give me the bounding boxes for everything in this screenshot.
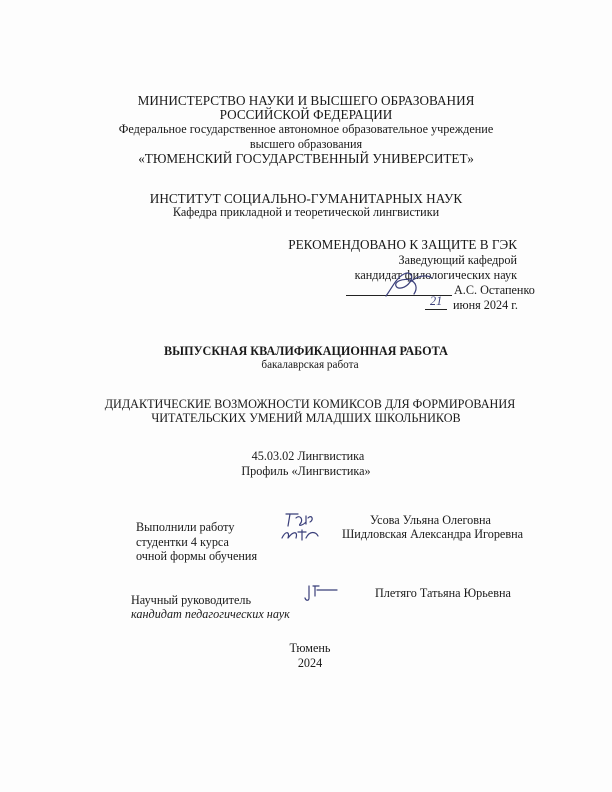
work-profile: Профиль «Лингвистика» <box>241 464 371 478</box>
approval-degree: кандидат филологических наук <box>354 268 517 282</box>
year: 2024 <box>297 656 323 670</box>
work-title-line-2: ЧИТАТЕЛЬСКИХ УМЕНИЙ МЛАДШИХ ШКОЛЬНИКОВ <box>151 411 461 425</box>
approval-head-name: А.С. Остапенко <box>454 283 535 297</box>
ministry-line-1: МИНИСТЕРСТВО НАУКИ И ВЫСШЕГО ОБРАЗОВАНИЯ <box>137 93 475 108</box>
approval-date-day: 21 <box>430 294 443 308</box>
supervisor-label: Научный руководитель <box>131 593 252 607</box>
authors-label-line-2: студентки 4 курса <box>136 535 229 549</box>
author-2-name: Шидловская Александра Игоревна <box>342 527 524 541</box>
work-title-line-1: ДИДАКТИЧЕСКИЕ ВОЗМОЖНОСТИ КОМИКСОВ ДЛЯ ФОРМИРОВАНИЯ <box>104 397 516 411</box>
author-1-name: Усова Ульяна Олеговна <box>370 513 491 527</box>
university-name: «ТЮМЕНСКИЙ ГОСУДАРСТВЕННЫЙ УНИВЕРСИТЕТ» <box>138 151 474 166</box>
institution-line-1: Федеральное государственное автономное образовательное учреждение <box>118 122 494 136</box>
supervisor-signature-icon <box>303 580 343 604</box>
ministry-line-2: РОССИЙСКОЙ ФЕДЕРАЦИИ <box>219 107 393 122</box>
department-name: Кафедра прикладной и теоретической лингвистики <box>172 205 440 219</box>
institution-line-2: высшего образования <box>249 137 363 151</box>
authors-label-line-3: очной формы обучения <box>136 549 258 563</box>
institute-name: ИНСТИТУТ СОЦИАЛЬНО-ГУМАНИТАРНЫХ НАУК <box>149 191 463 206</box>
supervisor-name: Плетяго Татьяна Юрьевна <box>375 586 511 600</box>
supervisor-degree: кандидат педагогических наук <box>131 607 290 621</box>
approval-date-rest: июня 2024 г. <box>453 298 518 312</box>
student-signatures-icon <box>278 508 324 548</box>
authors-label-line-1: Выполнили работу <box>136 520 235 534</box>
date-day-line <box>425 309 447 310</box>
approval-position: Заведующий кафедрой <box>398 253 517 267</box>
city: Тюмень <box>289 641 331 655</box>
work-type: ВЫПУСКНАЯ КВАЛИФИКАЦИОННАЯ РАБОТА <box>164 344 448 358</box>
work-code: 45.03.02 Лингвистика <box>251 449 365 463</box>
work-level: бакалаврская работа <box>261 359 359 371</box>
approval-title: РЕКОМЕНДОВАНО К ЗАЩИТЕ В ГЭК <box>288 237 517 252</box>
